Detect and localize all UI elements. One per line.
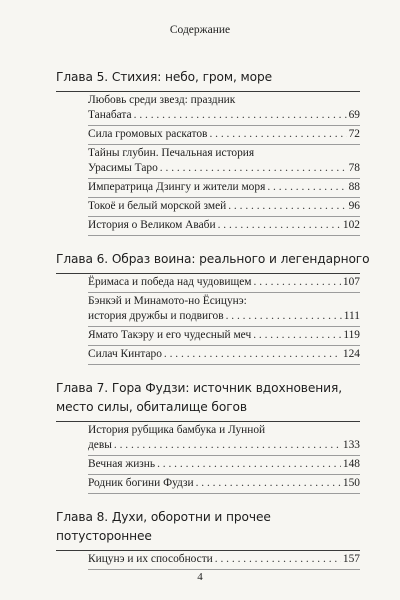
toc-entry bbox=[88, 92, 360, 126]
toc-entry bbox=[88, 198, 360, 217]
toc-entry bbox=[88, 551, 360, 570]
toc-entry bbox=[88, 475, 360, 494]
toc-entry-page: 157 bbox=[342, 553, 360, 565]
toc-entry-page: 148 bbox=[342, 458, 360, 470]
toc-entry-page: 107 bbox=[342, 276, 360, 288]
chapter-title bbox=[56, 379, 360, 422]
toc-entry-title: Родник богини Фудзи bbox=[88, 477, 194, 489]
toc-entry-title: Вечная жизнь bbox=[88, 458, 156, 470]
dot-leader bbox=[226, 309, 342, 324]
toc-entry-title: история дружбы и подвигов bbox=[88, 310, 224, 322]
chapter-title-line: Глава 6. Образ воина: реального и легендарного bbox=[56, 252, 370, 266]
chapter-title-line: Глава 5. Стихия: небо, гром, море bbox=[56, 70, 273, 84]
toc-entry-page: 88 bbox=[348, 181, 360, 193]
chapter-title bbox=[56, 68, 360, 92]
toc-entry-title: девы bbox=[88, 439, 112, 451]
toc-entry-title: Урасимы Таро bbox=[88, 162, 158, 174]
toc-entry-list bbox=[88, 274, 360, 365]
dot-leader bbox=[114, 438, 341, 453]
toc-entry-list bbox=[88, 92, 360, 236]
dot-leader bbox=[215, 552, 341, 567]
toc-chapter bbox=[56, 68, 360, 236]
dot-leader bbox=[196, 476, 341, 491]
chapter-title-line: Глава 8. Духи, оборотни и прочее bbox=[56, 510, 271, 524]
toc-chapter bbox=[56, 508, 360, 570]
dot-leader bbox=[267, 180, 346, 195]
toc-entry bbox=[88, 179, 360, 198]
toc-chapter bbox=[56, 250, 370, 365]
dot-leader bbox=[228, 199, 346, 214]
dot-leader bbox=[160, 161, 347, 176]
toc-entry bbox=[88, 126, 360, 145]
toc-entry-title: Силач Кинтаро bbox=[88, 348, 162, 360]
toc-entry-title-line: Любовь среди звезд: праздник bbox=[88, 94, 236, 106]
toc-entry bbox=[88, 327, 360, 346]
toc-entry-page: 96 bbox=[348, 200, 360, 212]
page-number: 4 bbox=[197, 571, 203, 583]
chapter-title-line: потустороннее bbox=[56, 529, 152, 543]
toc-entry-title-line: История рубщика бамбука и Лунной bbox=[88, 424, 266, 436]
toc-entry-title-line: Тайны глубин. Печальная история bbox=[88, 147, 255, 159]
toc-entry bbox=[88, 293, 360, 327]
toc-entry-title: Токоё и белый морской змей bbox=[88, 200, 227, 212]
toc-entry-page: 124 bbox=[342, 348, 360, 360]
chapter-title-line: место силы, обиталище богов bbox=[56, 400, 247, 414]
chapter-title bbox=[56, 508, 360, 551]
dot-leader bbox=[218, 218, 341, 233]
toc-entry-list bbox=[88, 422, 360, 494]
dot-leader bbox=[134, 108, 347, 123]
dot-leader bbox=[253, 328, 341, 343]
dot-leader bbox=[164, 347, 341, 362]
toc-entry bbox=[88, 346, 360, 365]
dot-leader bbox=[209, 127, 346, 142]
toc-entry-page: 78 bbox=[348, 162, 360, 174]
toc-entry-title-line: Бэнкэй и Минамото-но Ёсицунэ: bbox=[88, 295, 247, 307]
toc-entry bbox=[88, 422, 360, 456]
toc-entry-page: 111 bbox=[343, 310, 360, 322]
toc-entry-page: 102 bbox=[342, 219, 360, 231]
toc-entry-title: Ямато Такэру и его чудесный меч bbox=[88, 329, 252, 341]
toc-entry-title: Императрица Дзингу и жители моря bbox=[88, 181, 266, 193]
toc-entry-page: 133 bbox=[342, 439, 360, 451]
chapter-title bbox=[56, 250, 370, 274]
table-of-contents bbox=[56, 68, 370, 584]
toc-entry bbox=[88, 217, 360, 236]
toc-entry-page: 119 bbox=[343, 329, 360, 341]
toc-entry bbox=[88, 456, 360, 475]
toc-entry-title: Сила громовых раскатов bbox=[88, 128, 208, 140]
toc-entry-list bbox=[88, 551, 360, 570]
toc-chapter bbox=[56, 379, 360, 494]
dot-leader bbox=[254, 275, 341, 290]
toc-entry-title: Танабата bbox=[88, 109, 132, 121]
toc-entry-page: 72 bbox=[348, 128, 360, 140]
toc-entry bbox=[88, 274, 360, 293]
page-header: Содержание bbox=[169, 24, 231, 36]
toc-entry-page: 69 bbox=[348, 109, 360, 121]
dot-leader bbox=[157, 457, 341, 472]
toc-entry bbox=[88, 145, 360, 179]
chapter-title-line: Глава 7. Гора Фудзи: источник вдохновения, bbox=[56, 381, 342, 395]
toc-entry-page: 150 bbox=[342, 477, 360, 489]
toc-entry-title: Кицунэ и их способности bbox=[88, 553, 213, 565]
toc-entry-title: История о Великом Аваби bbox=[88, 219, 216, 231]
toc-entry-title: Ёримаса и победа над чудовищем bbox=[88, 276, 252, 288]
